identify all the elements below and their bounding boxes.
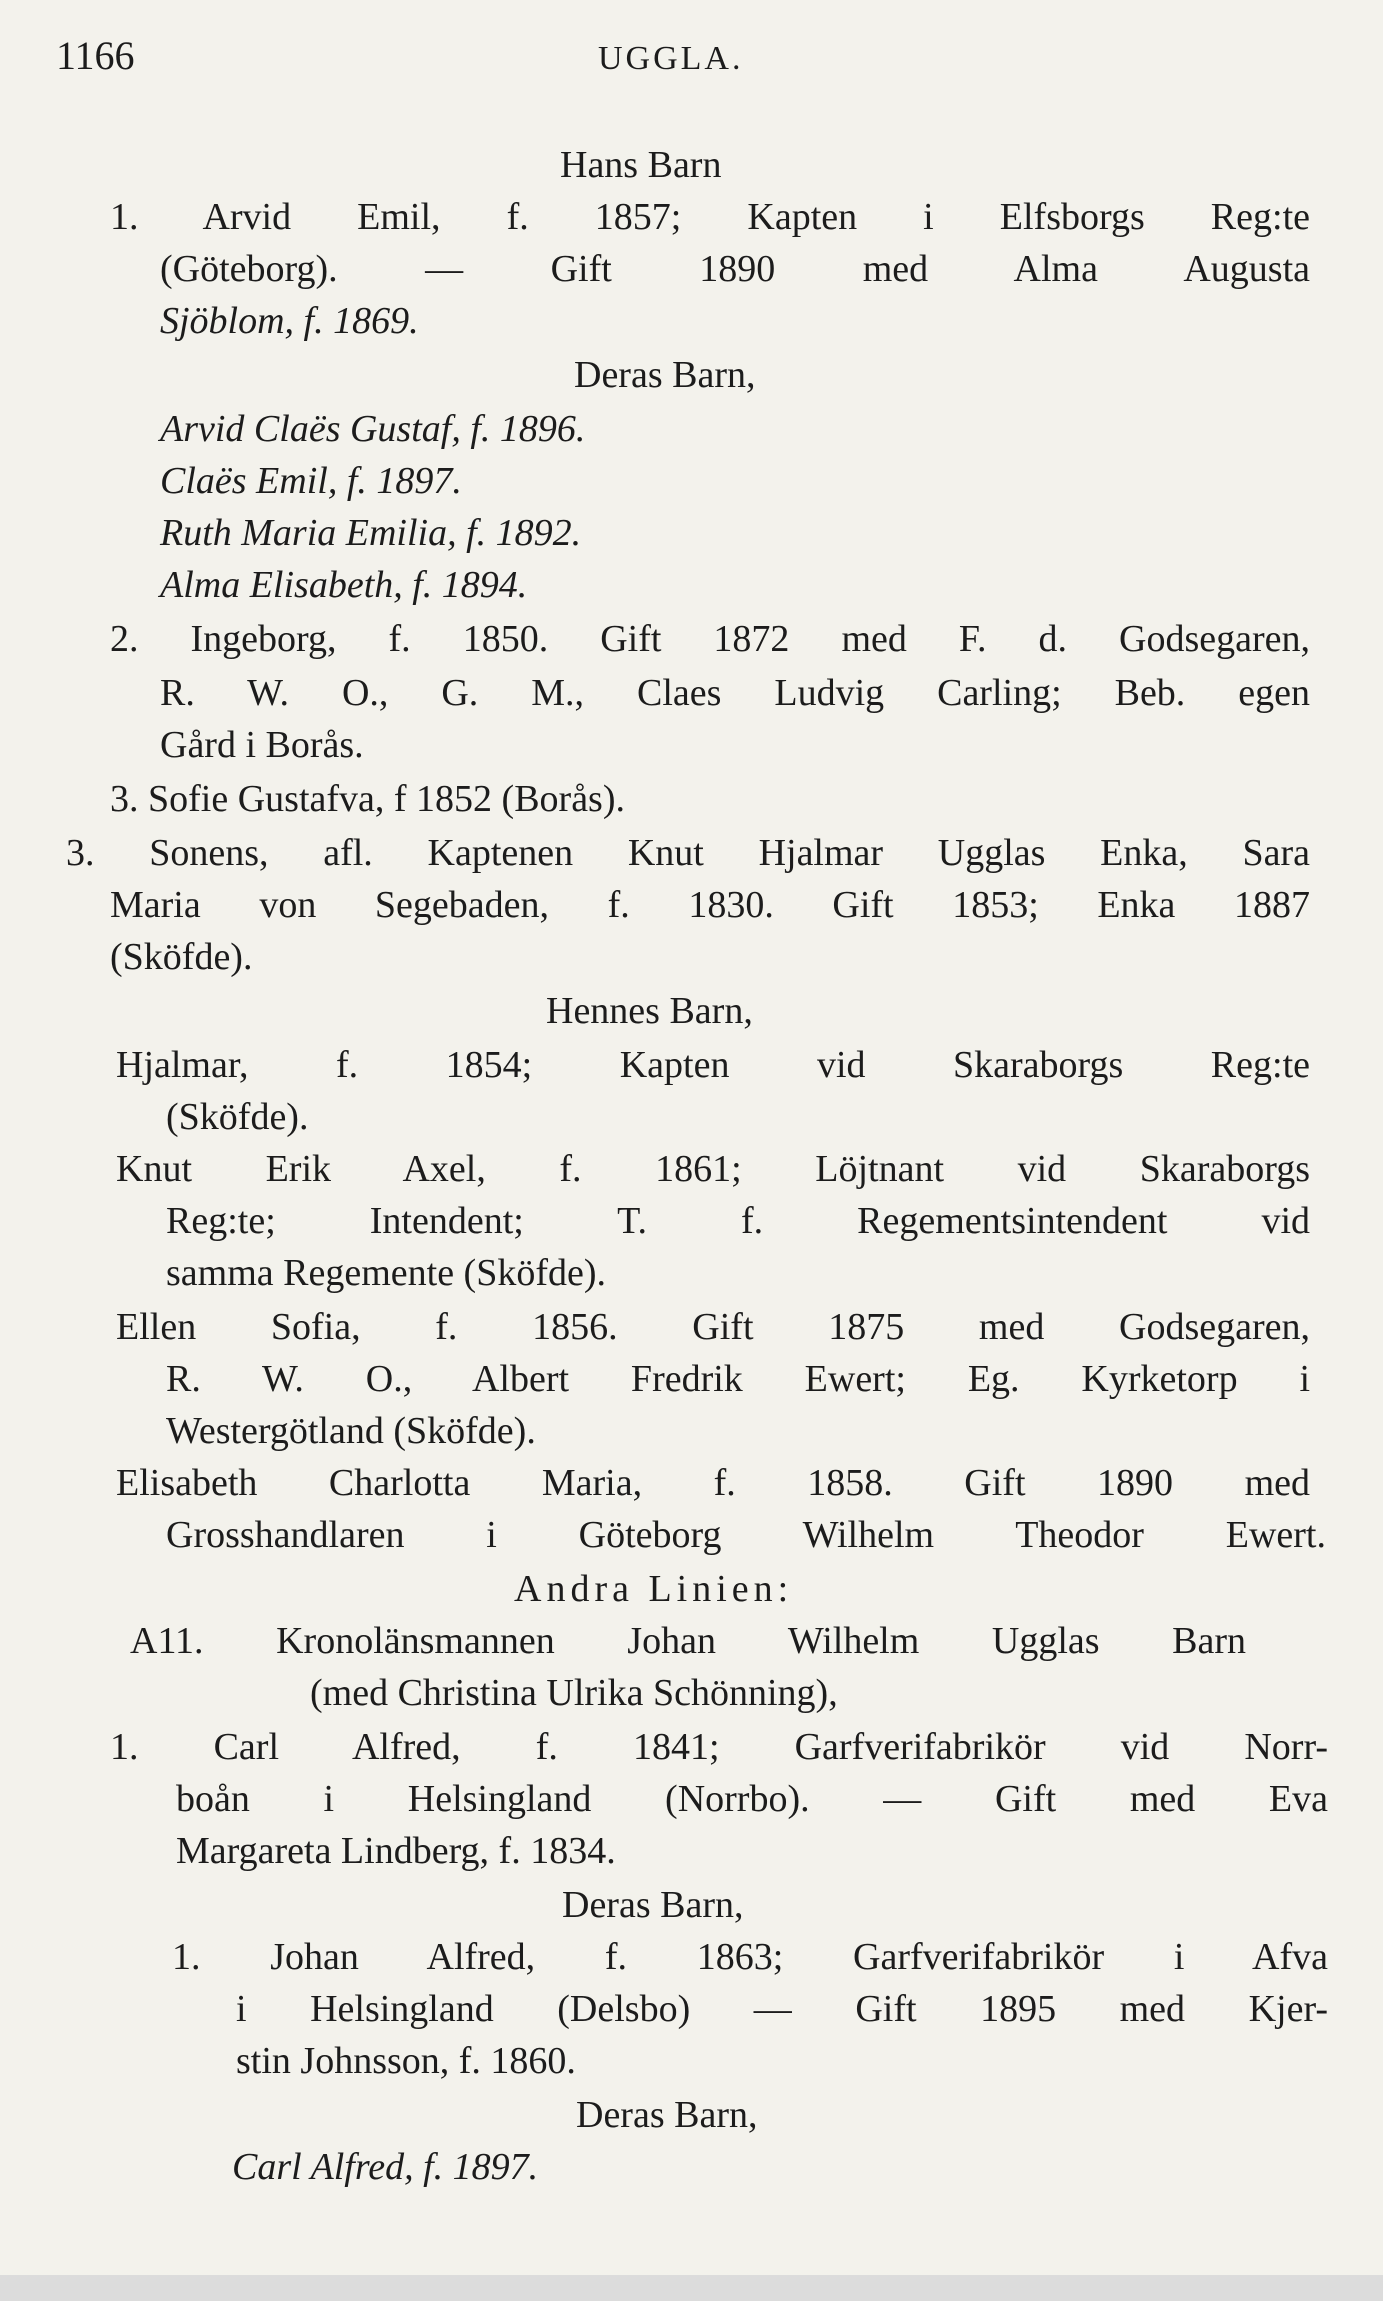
entry-line: stin Johnsson, f. 1860. — [236, 2040, 576, 2082]
entry-line: Maria von Segebaden, f. 1830. Gift 1853; Enka 1887 — [110, 884, 1310, 926]
entry-line: R. W. O., Albert Fredrik Ewert; Eg. Kyrketorp i — [166, 1358, 1310, 1400]
entry-line: Arvid Claës Gustaf, f. 1896. — [160, 408, 586, 450]
section-heading: Deras Barn, — [576, 2094, 758, 2136]
entry-line: Ellen Sofia, f. 1856. Gift 1875 med Godsegaren, — [116, 1306, 1310, 1348]
section-heading: Andra Linien: — [514, 1568, 794, 1610]
section-heading: Hans Barn — [560, 144, 722, 186]
entry-line: 1. Carl Alfred, f. 1841; Garfverifabrikör vid Norr- — [110, 1726, 1328, 1768]
entry-line: Carl Alfred, f. 1897. — [232, 2146, 539, 2188]
entry-line: Ruth Maria Emilia, f. 1892. — [160, 512, 582, 554]
entry-line: Hjalmar, f. 1854; Kapten vid Skaraborgs Reg:te — [116, 1044, 1310, 1086]
entry-line: R. W. O., G. M., Claes Ludvig Carling; Beb. egen — [160, 672, 1310, 714]
entry-line: Gård i Borås. — [160, 724, 364, 766]
entry-line: 2. Ingeborg, f. 1850. Gift 1872 med F. d. Godsegaren, — [110, 618, 1310, 660]
running-title: UGGLA. — [598, 40, 744, 77]
entry-line: Margareta Lindberg, f. 1834. — [176, 1830, 616, 1872]
entry-line: (Sköfde). — [110, 936, 253, 978]
entry-line: A11. Kronolänsmannen Johan Wilhelm Ugglas Barn — [130, 1620, 1246, 1662]
entry-line: Reg:te; Intendent; T. f. Regementsintendent vid — [166, 1200, 1310, 1242]
scan-bottom-margin — [0, 2275, 1383, 2301]
entry-line: i Helsingland (Delsbo) — Gift 1895 med Kjer- — [236, 1988, 1328, 2030]
entry-line: Westergötland (Sköfde). — [166, 1410, 536, 1452]
entry-line: 3. Sonens, afl. Kaptenen Knut Hjalmar Ugglas Enka, Sara — [66, 832, 1310, 874]
entry-line: Alma Elisabeth, f. 1894. — [160, 564, 528, 606]
entry-line: (Sköfde). — [166, 1096, 309, 1138]
entry-line: boån i Helsingland (Norrbo). — Gift med Eva — [176, 1778, 1328, 1820]
entry-line: 3. Sofie Gustafva, f 1852 (Borås). — [110, 778, 626, 820]
section-heading: Deras Barn, — [562, 1884, 744, 1926]
entry-line: (Göteborg). — Gift 1890 med Alma Augusta — [160, 248, 1310, 290]
entry-line: Knut Erik Axel, f. 1861; Löjtnant vid Skaraborgs — [116, 1148, 1310, 1190]
page-number: 1166 — [56, 33, 135, 78]
entry-line: (med Christina Ulrika Schönning), — [310, 1672, 838, 1714]
entry-line: 1. Johan Alfred, f. 1863; Garfverifabrikör i Afva — [172, 1936, 1328, 1978]
entry-line: Claës Emil, f. 1897. — [160, 460, 462, 502]
section-heading: Deras Barn, — [574, 354, 756, 396]
section-heading: Hennes Barn, — [546, 990, 753, 1032]
entry-line: Sjöblom, f. 1869. — [160, 300, 419, 342]
entry-line: samma Regemente (Sköfde). — [166, 1252, 607, 1294]
entry-line: Grosshandlaren i Göteborg Wilhelm Theodor Ewert. — [166, 1514, 1326, 1556]
entry-line: Elisabeth Charlotta Maria, f. 1858. Gift 1890 med — [116, 1462, 1310, 1504]
entry-line: 1. Arvid Emil, f. 1857; Kapten i Elfsborgs Reg:te — [110, 196, 1310, 238]
